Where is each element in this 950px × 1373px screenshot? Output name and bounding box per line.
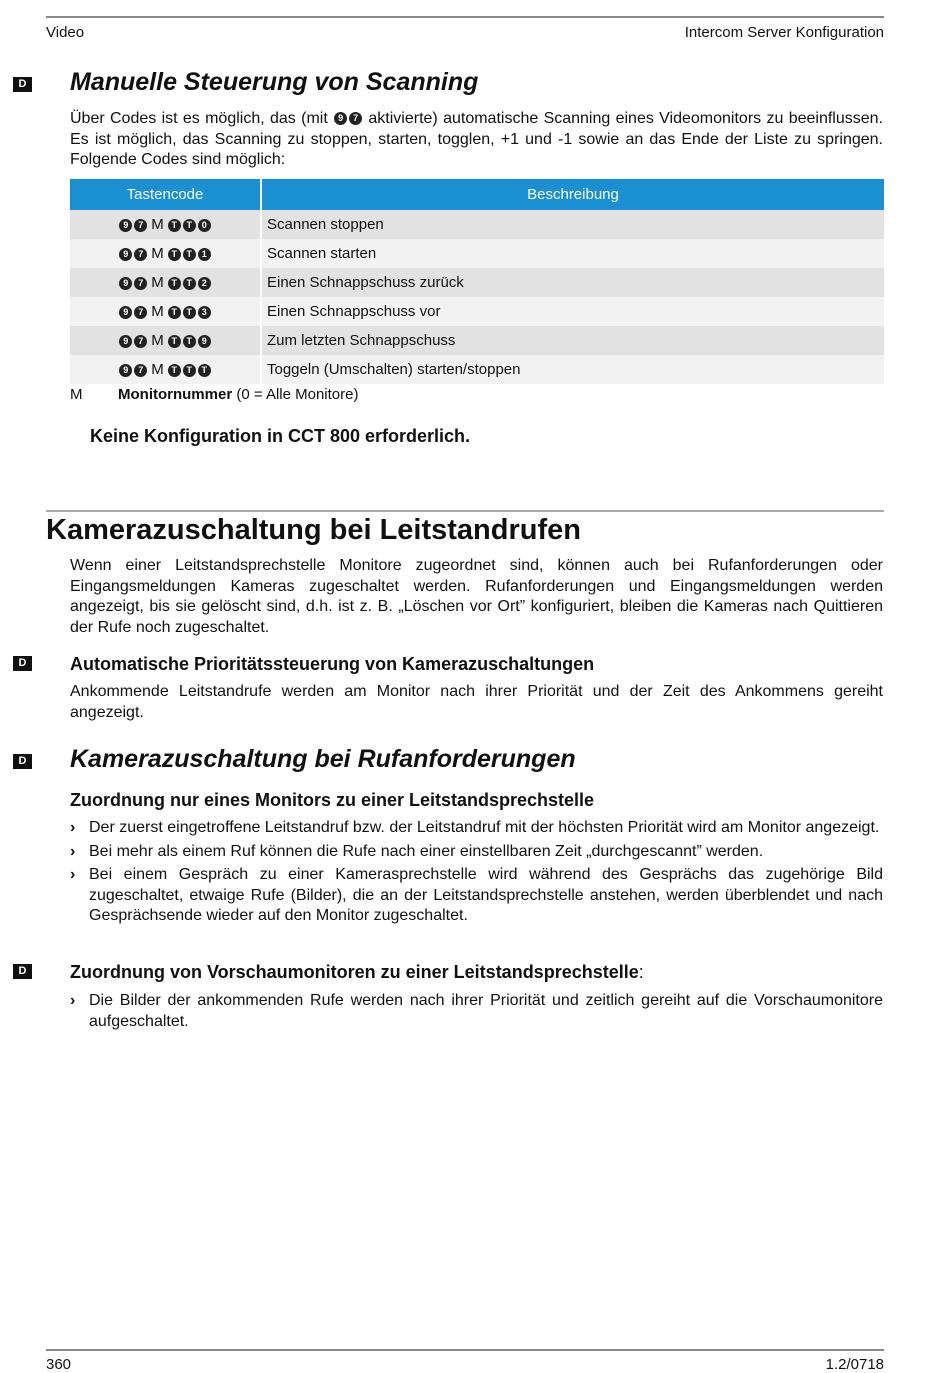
monitor-placeholder: M (151, 216, 164, 233)
section-title-rufanforderungen: Kamerazuschaltung bei Rufanforderungen (70, 745, 576, 773)
section-body-leitstandrufe: Wenn einer Leitstandsprechstelle Monitore zugeordnet sind, können auch bei Rufanforderungen oder Eingangsmeldungen Kameras zugeschaltet werden. Rufanforderungen und Eingangsmeldungen werden angezeigt, bis sie gelöscht sind, d.h. ist z. B. „Löschen vor Ort” konfiguriert, bleiben die Kameras nach Quittieren der Rufe noch zugeschaltet. (70, 557, 883, 636)
document-version: 1.2/0718 (825, 1356, 884, 1373)
table-row (70, 355, 884, 384)
column-header-description: Beschreibung (261, 179, 884, 210)
key-icon: 9 (198, 335, 211, 348)
key-code-cell (70, 239, 261, 268)
header-chapter: Video (46, 24, 85, 41)
subsection-title-ein-monitor: Zuordnung nur eines Monitors zu einer Leitstandsprechstelle (70, 790, 595, 810)
margin-marker-d: D (13, 964, 32, 979)
table-row (70, 268, 884, 297)
key-icon: 7 (134, 306, 147, 319)
key-icon: 9 (119, 306, 132, 319)
key-icon: T (168, 364, 181, 377)
key-icon: T (183, 335, 196, 348)
description-cell: Scannen starten (261, 239, 884, 268)
key-code-cell (70, 326, 261, 355)
key-code-cell (70, 268, 261, 297)
monitor-placeholder: M (151, 245, 164, 262)
key-icon: T (168, 219, 181, 232)
subsection-body-prioritaet: Ankommende Leitstandrufe werden am Monitor nach ihrer Priorität und der Zeit des Ankommens gereiht angezeigt. (70, 683, 883, 721)
key-icon: 9 (119, 248, 132, 261)
list-item: › Der zuerst eingetroffene Leitstandruf bzw. der Leitstandruf mit der höchsten Priorität wird am Monitor angezeigt. (70, 818, 883, 839)
key-9-icon: 9 (334, 112, 347, 125)
key-icon: 7 (134, 364, 147, 377)
monitor-placeholder: M (151, 361, 164, 378)
margin-marker-d: D (13, 77, 32, 92)
section-title-leitstandrufe: Kamerazuschaltung bei Leitstandrufen (46, 514, 581, 546)
key-7-icon: 7 (349, 112, 362, 125)
key-icon: 3 (198, 306, 211, 319)
chevron-right-icon: › (70, 842, 76, 860)
key-icon: T (168, 306, 181, 319)
list-item: › Bei einem Gespräch zu einer Kamerasprechstelle wird während des Gesprächs das zugehörige Bild zugeschaltet, etwaige Rufe (Bilder), die an der Leitstandsprechstelle anstehen, werden überblendet und nach Gesprächsende wieder auf den Monitor zugeschaltet. (70, 866, 883, 924)
table-row (70, 326, 884, 355)
description-cell: Scannen stoppen (261, 210, 884, 239)
key-icon: 2 (198, 277, 211, 290)
legend-term: Monitornummer (118, 386, 233, 403)
column-header-code: Tastencode (70, 179, 261, 210)
table-row (70, 297, 884, 326)
key-code-cell (70, 355, 261, 384)
margin-marker-d: D (13, 656, 32, 671)
list-item: › Bei mehr als einem Ruf können die Rufe nach einer einstellbaren Zeit „durchgescannt” werden. (70, 842, 883, 863)
key-icon: 0 (198, 219, 211, 232)
key-icon: 1 (198, 248, 211, 261)
key-icon: T (198, 364, 211, 377)
code-table-body (70, 210, 884, 384)
legend-explanation: (0 = Alle Monitore) (232, 386, 359, 403)
page-number: 360 (46, 1356, 72, 1373)
bullet-list-ein-monitor (70, 818, 883, 930)
list-item: › Die Bilder der ankommenden Rufe werden nach ihrer Priorität und zeitlich gereiht auf die Vorschaumonitore aufgeschaltet. (70, 992, 883, 1030)
key-icon: T (183, 277, 196, 290)
legend-text (118, 386, 358, 403)
monitor-placeholder: M (151, 332, 164, 349)
description-cell: Toggeln (Umschalten) starten/stoppen (261, 355, 884, 384)
subsection-title-vorschau: Zuordnung von Vorschaumonitoren zu einer Leitstandsprechstelle: (70, 962, 644, 982)
table-row (70, 210, 884, 239)
section-divider (46, 510, 884, 512)
key-icon: T (168, 335, 181, 348)
key-icon: 9 (119, 335, 132, 348)
key-icon: 7 (134, 335, 147, 348)
key-icon: 9 (119, 219, 132, 232)
section-intro-scanning: Über Codes ist es möglich, das (mit 9 7 aktivierte) automatische Scanning eines Videomonitors zu beeinflussen. Es ist möglich, das Scanning zu stoppen, starten, togglen, +1 und -1 sowie an das Ende der Liste zu springen. Folgende Codes sind möglich: (70, 110, 883, 168)
monitor-placeholder: M (151, 274, 164, 291)
chevron-right-icon: › (70, 819, 76, 836)
bullet-list-vorschau (70, 991, 883, 1035)
key-code-cell (70, 210, 261, 239)
margin-marker-d: D (13, 754, 32, 769)
key-icon: T (183, 219, 196, 232)
description-cell: Einen Schnappschuss vor (261, 297, 884, 326)
monitor-placeholder: M (151, 303, 164, 320)
description-cell: Zum letzten Schnappschuss (261, 326, 884, 355)
key-icon: T (183, 306, 196, 319)
subsection-title-prioritaet: Automatische Prioritätssteuerung von Kamerazuschaltungen (70, 654, 595, 674)
key-code-cell (70, 297, 261, 326)
key-icon: T (168, 248, 181, 261)
code-table (70, 179, 884, 384)
key-icon: 7 (134, 219, 147, 232)
key-icon: 9 (119, 364, 132, 377)
table-row (70, 239, 884, 268)
header-title: Intercom Server Konfiguration (684, 24, 884, 41)
key-icon: 7 (134, 248, 147, 261)
legend-symbol: M (70, 386, 83, 403)
description-cell: Einen Schnappschuss zurück (261, 268, 884, 297)
key-icon: 9 (119, 277, 132, 290)
key-icon: 7 (134, 277, 147, 290)
config-note: Keine Konfiguration in CCT 800 erforderlich. (90, 426, 471, 446)
key-icon: T (168, 277, 181, 290)
header-rule (46, 16, 884, 18)
key-icon: T (183, 248, 196, 261)
chevron-right-icon: › (70, 992, 76, 1009)
chevron-right-icon: › (70, 866, 76, 883)
footer-rule (46, 1349, 884, 1351)
section-title-scanning: Manuelle Steuerung von Scanning (70, 68, 479, 96)
key-icon: T (183, 364, 196, 377)
